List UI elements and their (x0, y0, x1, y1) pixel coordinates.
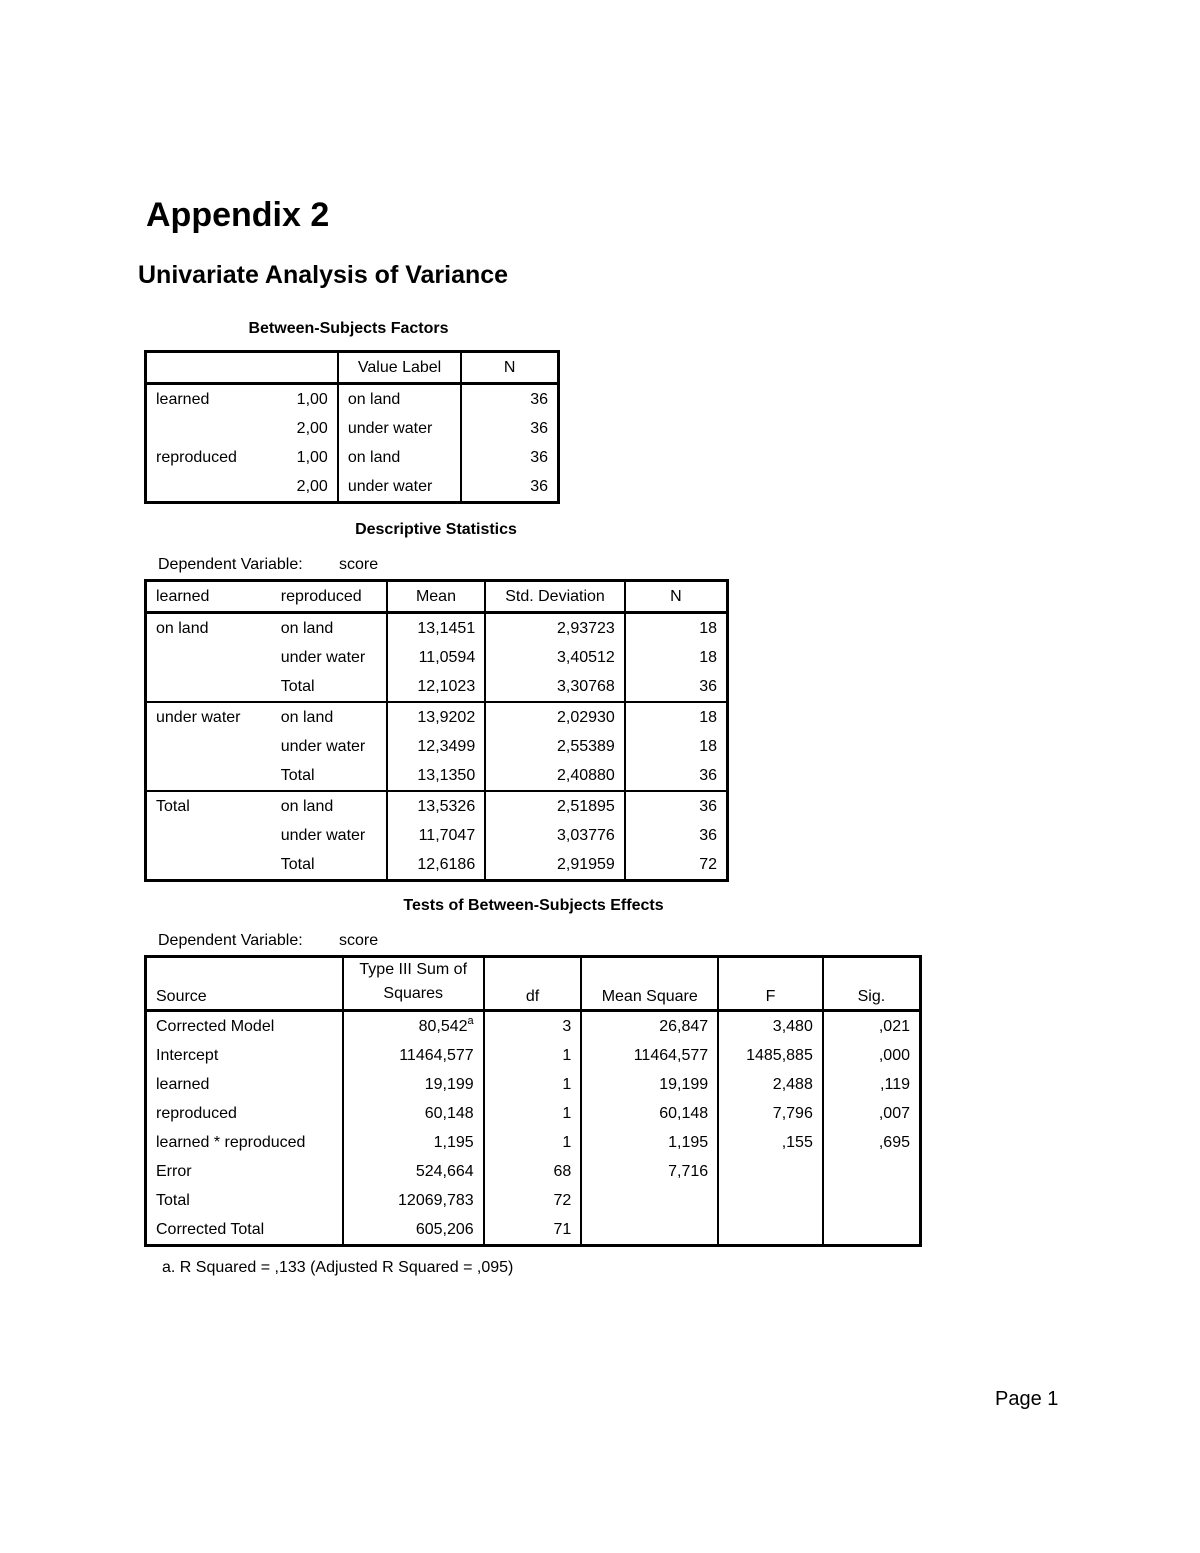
desc-sd: 3,03776 (485, 821, 625, 850)
effect-df: 1 (484, 1128, 582, 1157)
table-row (146, 1011, 921, 1042)
effect-ss: 524,664 (343, 1157, 484, 1186)
effects-col-ss-line2: Squares (383, 985, 444, 1002)
effect-source: learned * reproduced (156, 1133, 306, 1151)
desc-col-n: N (625, 581, 728, 613)
effect-ss: 1,195 (343, 1128, 484, 1157)
effect-ms: 7,716 (581, 1157, 718, 1186)
factors-title: Between-Subjects Factors (248, 320, 449, 337)
desc-n: 36 (625, 672, 728, 702)
table-row (146, 613, 728, 644)
desc-reproduced: Total (280, 677, 315, 695)
desc-sd: 3,30768 (485, 672, 625, 702)
desc-n: 18 (625, 643, 728, 672)
effect-ms: 11464,577 (581, 1041, 718, 1070)
effect-df: 1 (484, 1041, 582, 1070)
desc-reproduced: under water (280, 648, 366, 666)
desc-n: 36 (625, 761, 728, 791)
effect-f: 3,480 (718, 1011, 823, 1042)
effects-col-sig: Sig. (823, 957, 921, 1011)
effects-title: Tests of Between-Subjects Effects (403, 897, 664, 914)
factors-row (146, 443, 559, 472)
factors-row (146, 384, 559, 415)
effect-sig: ,695 (823, 1128, 921, 1157)
desc-mean: 13,1451 (387, 613, 486, 644)
table-row (146, 1070, 921, 1099)
dependent-variable-label: Dependent Variable: (158, 556, 303, 573)
effects-col-f: F (718, 957, 823, 1011)
effect-sig: ,021 (823, 1011, 921, 1042)
desc-mean: 13,5326 (387, 791, 486, 821)
effect-source: Corrected Total (156, 1220, 265, 1238)
desc-reproduced: under water (280, 737, 366, 755)
factor-n: 36 (461, 472, 558, 503)
effect-sig (823, 1157, 921, 1186)
effect-source: Corrected Model (156, 1017, 275, 1035)
factor-value: 1,00 (296, 390, 328, 408)
factor-var (146, 414, 259, 443)
desc-learned: under water (146, 702, 272, 732)
factor-n: 36 (461, 443, 558, 472)
table-row (146, 672, 728, 702)
desc-col-reproduced: reproduced (272, 581, 387, 613)
factor-value: 2,00 (296, 477, 328, 495)
effect-source: reproduced (156, 1104, 237, 1122)
effect-ms: 1,195 (581, 1128, 718, 1157)
effect-source: learned (156, 1075, 210, 1093)
desc-sd: 2,40880 (485, 761, 625, 791)
desc-col-learned: learned (146, 581, 272, 613)
desc-mean: 11,7047 (387, 821, 486, 850)
desc-sd: 3,40512 (485, 643, 625, 672)
desc-learned (146, 672, 272, 702)
desc-sd: 2,93723 (485, 613, 625, 644)
desc-reproduced: Total (280, 766, 315, 784)
descriptives-dependent (158, 556, 378, 574)
table-row (146, 643, 728, 672)
effects-col-ms: Mean Square (581, 957, 718, 1011)
factor-var: reproduced (156, 448, 237, 466)
effect-source: Error (156, 1162, 192, 1180)
effect-df: 72 (484, 1186, 582, 1215)
table-row (146, 761, 728, 791)
factors-corner-cell (146, 352, 338, 384)
desc-sd: 2,51895 (485, 791, 625, 821)
effect-f (718, 1215, 823, 1246)
effects-col-ss-line1: Type III Sum of (359, 961, 468, 978)
factor-label: on land (338, 443, 461, 472)
table-row (146, 791, 728, 821)
desc-learned (146, 821, 272, 850)
effect-ms (581, 1186, 718, 1215)
effect-f: ,155 (718, 1128, 823, 1157)
effect-sig: ,119 (823, 1070, 921, 1099)
desc-sd: 2,91959 (485, 850, 625, 881)
effect-f: 2,488 (718, 1070, 823, 1099)
table-row (146, 702, 728, 732)
desc-learned (146, 732, 272, 761)
factor-n: 36 (461, 414, 558, 443)
desc-learned: Total (146, 791, 272, 821)
factors-row (146, 414, 559, 443)
effect-ss: 19,199 (343, 1070, 484, 1099)
effect-df: 68 (484, 1157, 582, 1186)
effect-df: 3 (484, 1011, 582, 1042)
factor-label: under water (338, 472, 461, 503)
table-row (146, 1186, 921, 1215)
effect-f (718, 1157, 823, 1186)
effect-ms: 19,199 (581, 1070, 718, 1099)
effect-ms (581, 1215, 718, 1246)
dependent-variable-label: Dependent Variable: (158, 932, 303, 949)
effect-df: 1 (484, 1070, 582, 1099)
table-row (146, 850, 728, 881)
appendix-heading: Appendix 2 (146, 196, 330, 234)
effects-col-source: Source (146, 957, 343, 1011)
factors-col-n: N (461, 352, 558, 384)
effects-table (144, 955, 922, 1247)
effect-ss: 60,148 (343, 1099, 484, 1128)
effects-dependent (158, 932, 378, 950)
desc-n: 18 (625, 613, 728, 644)
desc-n: 36 (625, 821, 728, 850)
table-row (146, 1099, 921, 1128)
desc-mean: 11,0594 (387, 643, 486, 672)
effect-sig (823, 1186, 921, 1215)
dependent-variable-value: score (339, 556, 379, 573)
desc-mean: 13,9202 (387, 702, 486, 732)
desc-reproduced: on land (272, 791, 387, 821)
effect-ss: 605,206 (343, 1215, 484, 1246)
desc-n: 72 (625, 850, 728, 881)
section-heading: Univariate Analysis of Variance (138, 261, 509, 289)
desc-sd: 2,02930 (485, 702, 625, 732)
effect-ss: 11464,577 (343, 1041, 484, 1070)
descriptives-title: Descriptive Statistics (355, 521, 517, 538)
factors-table (144, 350, 560, 504)
effect-source: Intercept (156, 1046, 219, 1064)
effect-ss: 12069,783 (343, 1186, 484, 1215)
effect-ss (343, 1011, 484, 1042)
desc-sd: 2,55389 (485, 732, 625, 761)
table-row (146, 821, 728, 850)
page-number: Page 1 (995, 1388, 1059, 1410)
effects-col-ss (343, 957, 484, 1011)
effect-f: 7,796 (718, 1099, 823, 1128)
desc-learned (146, 850, 272, 881)
effect-f: 1485,885 (718, 1041, 823, 1070)
table-row (146, 1041, 921, 1070)
desc-reproduced: under water (280, 826, 366, 844)
desc-reproduced: on land (272, 702, 387, 732)
factor-var (146, 472, 259, 503)
factor-var: learned (156, 390, 210, 408)
effects-col-df: df (484, 957, 582, 1011)
desc-learned: on land (156, 619, 209, 637)
table-row (146, 732, 728, 761)
table-row (146, 1128, 921, 1157)
desc-mean: 12,1023 (387, 672, 486, 702)
desc-n: 36 (625, 791, 728, 821)
desc-learned (146, 761, 272, 791)
table-row (146, 1157, 921, 1186)
dependent-variable-value: score (339, 932, 379, 949)
effect-df: 71 (484, 1215, 582, 1246)
desc-n: 18 (625, 732, 728, 761)
factors-row (146, 472, 559, 503)
effect-sig (823, 1215, 921, 1246)
effect-df: 1 (484, 1099, 582, 1128)
desc-n: 18 (625, 702, 728, 732)
table-row (146, 1215, 921, 1246)
table-footnote: a. R Squared = ,133 (Adjusted R Squared = ,095) (162, 1259, 514, 1276)
factor-value: 1,00 (296, 448, 328, 466)
desc-col-sd: Std. Deviation (485, 581, 625, 613)
effect-ms: 26,847 (581, 1011, 718, 1042)
factors-col-label: Value Label (338, 352, 461, 384)
desc-reproduced: on land (280, 619, 334, 637)
factor-label: under water (338, 414, 461, 443)
footnote-marker: a (467, 1014, 474, 1027)
desc-mean: 12,3499 (387, 732, 486, 761)
effect-source: Total (156, 1191, 190, 1209)
desc-mean: 13,1350 (387, 761, 486, 791)
effect-ss-value: 80,542 (418, 1017, 468, 1035)
desc-col-mean: Mean (387, 581, 486, 613)
effect-sig: ,000 (823, 1041, 921, 1070)
descriptives-table (144, 579, 729, 882)
effect-sig: ,007 (823, 1099, 921, 1128)
desc-mean: 12,6186 (387, 850, 486, 881)
effect-f (718, 1186, 823, 1215)
factor-value: 2,00 (296, 419, 328, 437)
factor-label: on land (338, 384, 461, 415)
factor-n: 36 (461, 384, 558, 415)
desc-learned (146, 643, 272, 672)
desc-reproduced: Total (280, 855, 315, 873)
effect-ms: 60,148 (581, 1099, 718, 1128)
